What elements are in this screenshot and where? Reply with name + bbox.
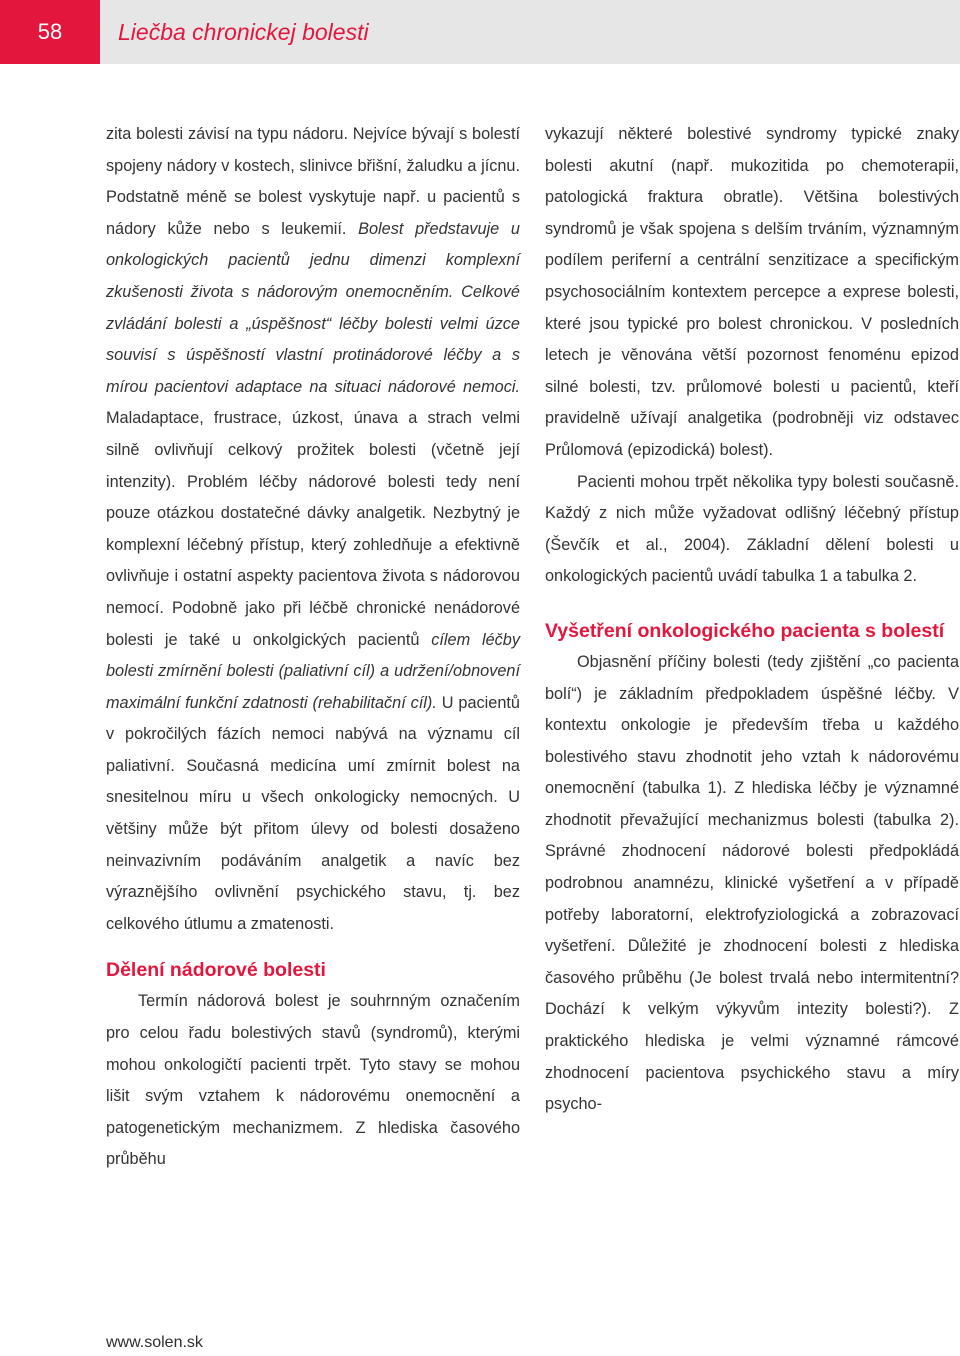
section-heading-deleni: Dělení nádorové bolesti bbox=[106, 959, 326, 982]
right-paragraph-3: Objasnění příčiny bolesti (tedy zjištění „co pacienta bolí“) je základním předpokladem úspěšné léčby. V kontextu onkologie je především třeba u každého bolestivého stavu zhodnotit jeho vztah k nádorovému onemocnění (tabulka 1). Z hlediska léčby je významné zhodnotit převažující mechanizmus bolesti (tabulka 2). Správné zhodnocení nádorové bolesti předpokládá podrobnou anamnézu, klinické vyšetření a v případě potřeby laboratorní, elektrofyziologická a zobrazovací vyšetření. Důležité je zhodnocení bolesti z hlediska časového průběhu (Je bolest trvalá nebo intermitentní? Dochází k velkým výkyvům intezity bolesti?). Z praktického hlediska je velmi významné rámcové zhodnocení pacientova psychického stavu a míry psycho- bbox=[545, 652, 959, 1114]
left-p1-text-a: zita bolesti závisí na typu nádoru. Nejvíce bývají s bolestí spojeny nádory v kostech, slinivce břišní, žaludku a jícnu. Podstatně méně se bolest vyskytuje např. u pacientů s nádory kůže nebo s leukemií. bbox=[106, 125, 520, 238]
right-paragraph-1: vykazují některé bolestivé syndromy typické znaky bolesti akutní (např. mukozitida po chemoterapii, patologická fraktura obratle). Většina bolestivých syndromů je však spojena s delším trváním, významným podílem periferní a centrální senzitizace a specifickým psychosociálním kontextem percepce a exprese bolesti, které jsou typické pro bolest chronickou. V posledních letech je věnována větší pozornost fenoménu epizod silné bolesti, tzv. průlomové bolesti u pacientů, kteří pravidelně užívají analgetika (podrobněji viz odstavec Průlomová (epizodická) bolest). bbox=[545, 125, 959, 459]
left-p1-text-c: Maladaptace, frustrace, úzkost, únava a strach velmi silně ovlivňují celkový prožitek bolesti (včetně její intenzity). Problém léčby nádorové bolesti tedy není pouze otázkou dostatečné dávky analgetik. Nezbytný je komplexní léčebný přístup, který zohledňuje a efektivně ovlivňuje i ostatní aspekty pacientova života s nádorovou nemocí. Podobně jako při léčbě chronické nenádorové bolesti je také u onkolgických pacientů bbox=[106, 409, 520, 649]
right-column bbox=[545, 119, 959, 1121]
left-p1-text-b: Bolest představuje u onkologických pacientů jednu dimenzi komplexní zkušenosti života s nádorovým onemocněním. Celkové zvládání bolesti a „úspěšnost“ léčby bolesti velmi úzce souvisí s úspěšností vlastní protinádorové léčby a s mírou pacientovi adaptace na situaci nádorové nemoci. bbox=[106, 219, 520, 396]
left-p1-text-d: cílem léčby bolesti zmírnění bolesti (paliativní cíl) a udržení/obnovení maximální funkční zdatnosti (rehabilitační cíl). bbox=[106, 630, 520, 712]
left-column bbox=[106, 119, 520, 1176]
left-paragraph-1 bbox=[106, 119, 520, 940]
section-heading-vysetreni: Vyšetření onkologického pacienta s bolestí bbox=[545, 619, 945, 642]
footer-url[interactable]: www.solen.sk bbox=[106, 1334, 203, 1351]
left-p1-text-e: U pacientů v pokročilých fázích nemoci nabývá na významu cíl paliativní. Současná medicína umí zmírnit bolest na snesitelnou míru u všech onkologicky nemocných. U většiny může být přitom úlevy od bolesti dosaženo neinvazivním podáváním analgetik a navíc bez výraznějšího ovlivnění psychického stavu, tj. bez celkového útlumu a zmatenosti. bbox=[106, 693, 520, 933]
running-title: Liečba chronickej bolesti bbox=[118, 19, 369, 45]
right-paragraph-2: Pacienti mohou trpět několika typy bolesti současně. Každý z nich může vyžadovat odlišný léčebný přístup (Ševčík et al., 2004). Základní dělení bolesti u onkologických pacientů uvádí tabulka 1 a tabulka 2. bbox=[545, 472, 959, 586]
left-paragraph-2: Termín nádorová bolest je souhrnným označením pro celou řadu bolestivých stavů (syndromů), kterými mohou onkologičtí pacienti trpět. Tyto stavy se mohou lišit svým vztahem k nádorovému onemocnění a patogenetickým mechanizmem. Z hlediska časového průběhu bbox=[106, 992, 520, 1169]
header-band bbox=[0, 0, 960, 64]
page-number: 58 bbox=[0, 0, 100, 64]
